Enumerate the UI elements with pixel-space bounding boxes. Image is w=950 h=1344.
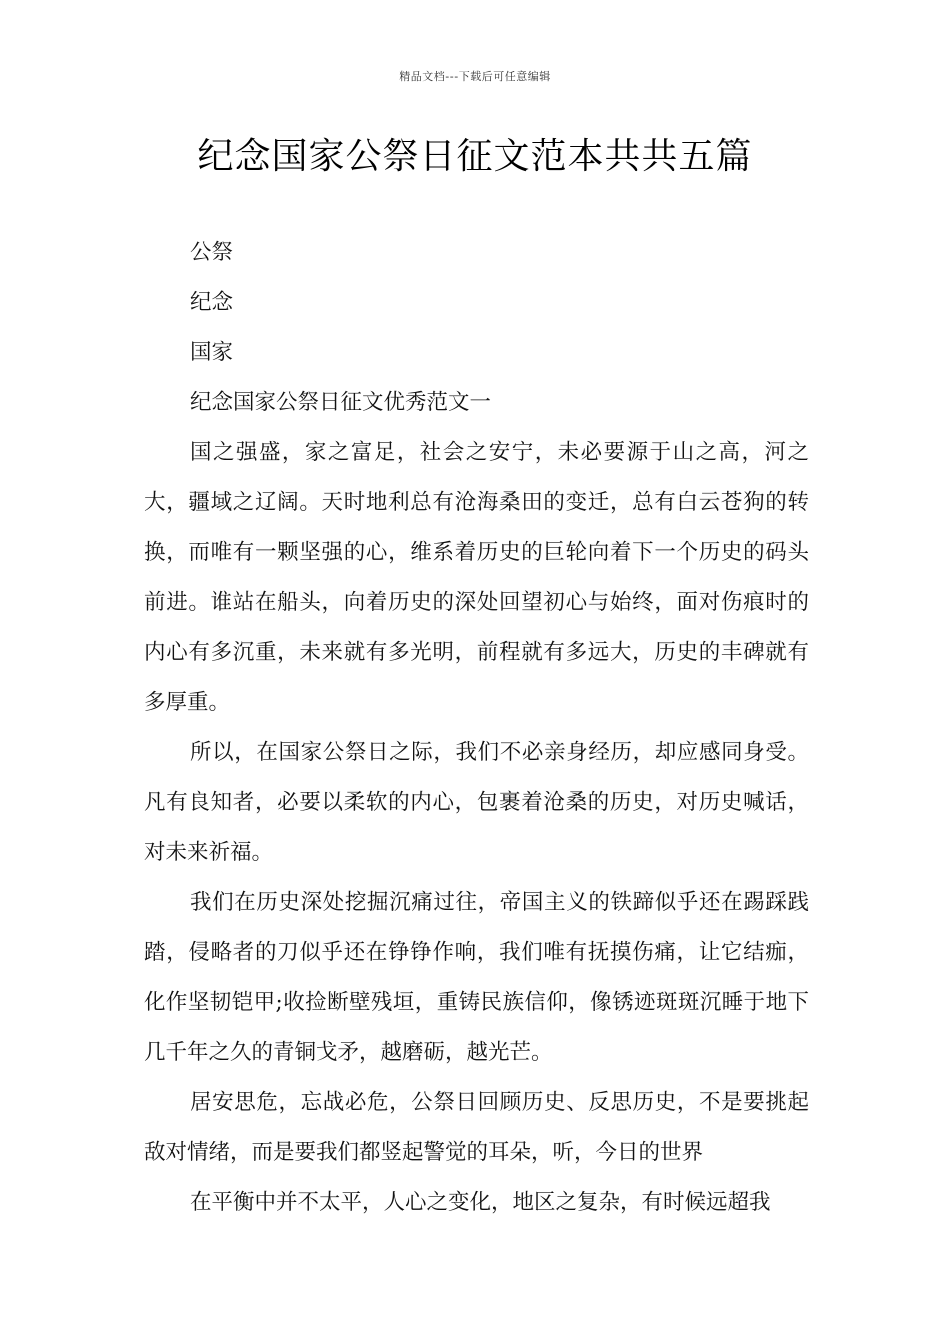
body-paragraph: 我们在历史深处挖掘沉痛过往，帝国主义的铁蹄似乎还在踢踩践踏，侵略者的刀似乎还在铮铮作响，我们唯有抚摸伤痛，让它结痂，化作坚韧铠甲;收捡断壁残垣，重铸民族信仰，像锈迹斑斑沉睡于地下几千年之久的青铜戈矛，越磨砺，越光芒。 — [144, 890, 809, 1065]
document-title: 纪念国家公祭日征文范本共共五篇 — [197, 136, 753, 177]
document-body — [144, 228, 809, 1228]
body-paragraph: 国之强盛，家之富足，社会之安宁，未必要源于山之高，河之大，疆域之辽阔。天时地利总有沧海桑田的变迁，总有白云苍狗的转换，而唯有一颗坚强的心，维系着历史的巨轮向着下一个历史的码头前进。谁站在船头，向着历史的深处回望初心与始终，面对伤痕时的内心有多沉重，未来就有多光明，前程就有多远大，历史的丰碑就有多厚重。 — [144, 440, 809, 715]
body-paragraph: 所以，在国家公祭日之际，我们不必亲身经历，却应感同身受。凡有良知者，必要以柔软的内心，包裹着沧桑的历史，对历史喊话，对未来祈福。 — [144, 740, 809, 865]
section-heading: 纪念国家公祭日征文优秀范文一 — [190, 390, 492, 415]
body-paragraph: 在平衡中并不太平，人心之变化，地区之复杂，有时候远超我 — [190, 1190, 771, 1215]
keyword-line: 公祭 — [190, 240, 234, 265]
keyword-line: 纪念 — [190, 290, 234, 315]
keyword-line: 国家 — [190, 340, 234, 365]
header-note: 精品文档---下载后可任意编辑 — [399, 70, 551, 83]
body-paragraph: 居安思危，忘战必危，公祭日回顾历史、反思历史，不是要挑起敌对情绪，而是要我们都竖起警觉的耳朵，听，今日的世界 — [144, 1090, 809, 1165]
